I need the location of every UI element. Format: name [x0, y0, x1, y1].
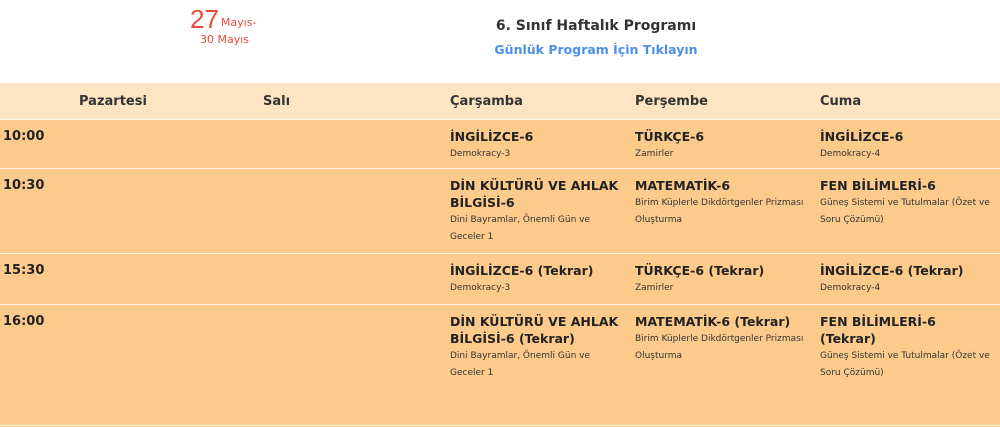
- lesson-cell-carsamba[interactable]: [450, 313, 625, 382]
- lesson-cell-persembe[interactable]: [635, 313, 810, 365]
- table-row: [0, 253, 1000, 304]
- lesson-topic: Dini Bayramlar, Önemli Gün ve Geceler 1: [450, 215, 590, 242]
- lesson-subject: MATEMATİK-6 (Tekrar): [635, 314, 791, 329]
- lesson-topic: Demokracy-3: [450, 283, 511, 293]
- date-month: Mayıs-: [220, 16, 257, 29]
- time-cell: 15:30: [3, 263, 45, 278]
- lesson-subject: İNGİLİZCE-6: [450, 129, 534, 144]
- lesson-topic: Birim Küplerle Dikdörtgenler Prizması Oluşturma: [635, 334, 804, 361]
- table-row: [0, 168, 1000, 253]
- day-header-carsamba: Çarşamba: [450, 94, 523, 109]
- lesson-cell-cuma[interactable]: [820, 262, 995, 297]
- lesson-subject: TÜRKÇE-6 (Tekrar): [635, 263, 765, 278]
- lesson-subject: FEN BİLİMLERİ-6: [820, 178, 936, 193]
- time-cell: 10:00: [3, 129, 45, 144]
- time-cell: 10:30: [3, 178, 45, 193]
- table-row: [0, 119, 1000, 168]
- lesson-subject: TÜRKÇE-6: [635, 129, 705, 144]
- date-end: 30 Mayıs: [200, 33, 250, 46]
- lesson-topic: Güneş Sistemi ve Tutulmalar (Özet ve Soru Çözümü): [820, 351, 990, 378]
- table-header-row: [0, 83, 1000, 119]
- lesson-topic: Güneş Sistemi ve Tutulmalar (Özet ve Soru Çözümü): [820, 198, 990, 225]
- lesson-cell-persembe[interactable]: [635, 177, 810, 229]
- page-header: [0, 18, 1000, 58]
- daily-program-link[interactable]: Günlük Program İçin Tıklayın: [494, 42, 698, 57]
- lesson-topic: Demokracy-4: [820, 283, 881, 293]
- lesson-subject: DİN KÜLTÜRÜ VE AHLAK BİLGİSİ-6: [450, 178, 619, 210]
- lesson-cell-carsamba[interactable]: [450, 128, 625, 163]
- time-cell: 16:00: [3, 314, 45, 329]
- day-header-persembe: Perşembe: [635, 94, 708, 109]
- day-header-cuma: Cuma: [820, 94, 862, 109]
- page-title: 6. Sınıf Haftalık Programı: [495, 18, 697, 34]
- weekly-schedule-table: [0, 83, 1000, 427]
- lesson-cell-cuma[interactable]: [820, 313, 995, 382]
- lesson-cell-persembe[interactable]: [635, 262, 810, 297]
- lesson-subject: DİN KÜLTÜRÜ VE AHLAK BİLGİSİ-6 (Tekrar): [450, 314, 619, 346]
- lesson-cell-cuma[interactable]: [820, 177, 995, 229]
- lesson-cell-cuma[interactable]: [820, 128, 995, 163]
- day-header-sali: Salı: [263, 94, 291, 109]
- lesson-subject: İNGİLİZCE-6 (Tekrar): [820, 263, 964, 278]
- date-day: 27: [190, 4, 219, 34]
- lesson-topic: Birim Küplerle Dikdörtgenler Prizması Oluşturma: [635, 198, 804, 225]
- lesson-topic: Zamirler: [635, 283, 674, 293]
- lesson-topic: Demokracy-4: [820, 149, 881, 159]
- lesson-cell-carsamba[interactable]: [450, 262, 625, 297]
- lesson-subject: İNGİLİZCE-6 (Tekrar): [450, 263, 594, 278]
- lesson-subject: İNGİLİZCE-6: [820, 129, 904, 144]
- day-header-pazartesi: Pazartesi: [79, 94, 147, 109]
- lesson-topic: Demokracy-3: [450, 149, 511, 159]
- lesson-cell-persembe[interactable]: [635, 128, 810, 163]
- lesson-cell-carsamba[interactable]: [450, 177, 625, 246]
- lesson-topic: Dini Bayramlar, Önemli Gün ve Geceler 1: [450, 351, 590, 378]
- lesson-topic: Zamirler: [635, 149, 674, 159]
- table-row: [0, 304, 1000, 426]
- lesson-subject: MATEMATİK-6: [635, 178, 731, 193]
- lesson-subject: FEN BİLİMLERİ-6 (Tekrar): [820, 314, 936, 346]
